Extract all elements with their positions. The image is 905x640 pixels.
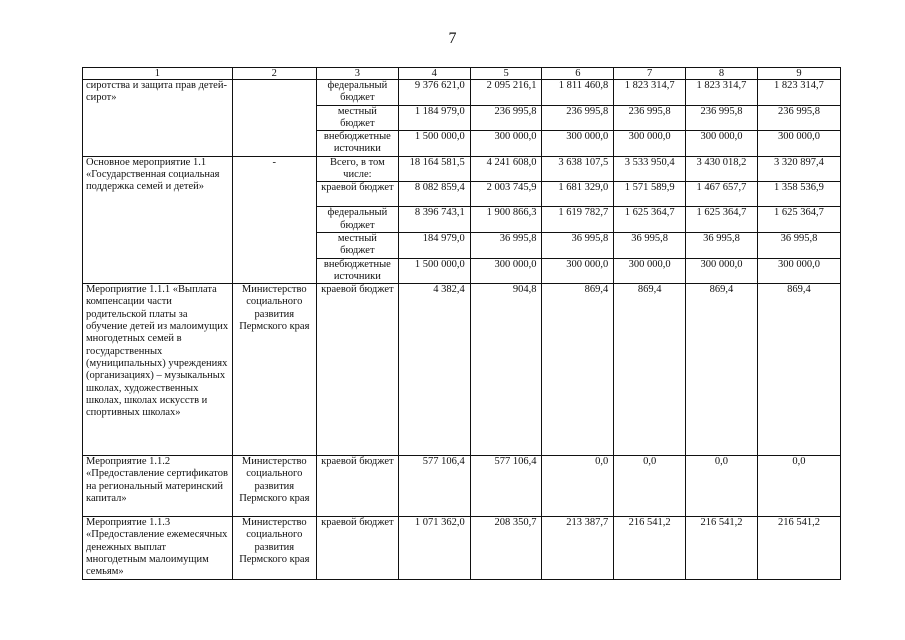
amount-cell: 9 376 621,0 xyxy=(398,80,470,106)
amount-cell: 577 106,4 xyxy=(398,456,470,517)
header-cell: 7 xyxy=(614,68,686,80)
funding-source-cell: краевой бюджет xyxy=(316,517,398,579)
table-row xyxy=(83,156,841,182)
amount-cell: 869,4 xyxy=(757,284,840,456)
header-cell: 5 xyxy=(470,68,542,80)
amount-cell: 4 241 608,0 xyxy=(470,156,542,182)
amount-cell: 869,4 xyxy=(542,284,614,456)
executor-cell: Министерство социального развития Пермского края xyxy=(232,517,316,579)
amount-cell: 3 638 107,5 xyxy=(542,156,614,182)
amount-cell: 1 500 000,0 xyxy=(398,258,470,284)
amount-cell: 869,4 xyxy=(686,284,758,456)
amount-cell: 1 619 782,7 xyxy=(542,207,614,233)
amount-cell: 0,0 xyxy=(757,456,840,517)
amount-cell: 236 995,8 xyxy=(614,105,686,131)
funding-source-cell: федеральный бюджет xyxy=(316,207,398,233)
page-number: 7 xyxy=(448,30,457,47)
amount-cell: 1 823 314,7 xyxy=(686,80,758,106)
amount-cell: 3 430 018,2 xyxy=(686,156,758,182)
executor-cell: Министерство социального развития Пермского края xyxy=(232,284,316,456)
amount-cell: 300 000,0 xyxy=(542,131,614,157)
amount-cell: 236 995,8 xyxy=(542,105,614,131)
activity-name-cell: Мероприятие 1.1.3 «Предоставление ежемесячных денежных выплат многодетным малоимущим семьям» xyxy=(83,517,233,579)
amount-cell: 0,0 xyxy=(686,456,758,517)
funding-source-cell: краевой бюджет xyxy=(316,456,398,517)
activity-name-cell: Основное мероприятие 1.1 «Государственная социальная поддержка семей и детей» xyxy=(83,156,233,283)
table-row xyxy=(83,517,841,579)
amount-cell: 904,8 xyxy=(470,284,542,456)
amount-cell: 1 900 866,3 xyxy=(470,207,542,233)
amount-cell: 300 000,0 xyxy=(470,258,542,284)
amount-cell: 1 625 364,7 xyxy=(614,207,686,233)
amount-cell: 1 823 314,7 xyxy=(757,80,840,106)
amount-cell: 300 000,0 xyxy=(614,131,686,157)
amount-cell: 36 995,8 xyxy=(470,232,542,258)
amount-cell: 0,0 xyxy=(614,456,686,517)
amount-cell: 216 541,2 xyxy=(757,517,840,579)
amount-cell: 3 533 950,4 xyxy=(614,156,686,182)
amount-cell: 1 358 536,9 xyxy=(757,182,840,207)
amount-cell: 300 000,0 xyxy=(542,258,614,284)
table-row xyxy=(83,284,841,456)
amount-cell: 3 320 897,4 xyxy=(757,156,840,182)
amount-cell: 36 995,8 xyxy=(614,232,686,258)
amount-cell: 1 071 362,0 xyxy=(398,517,470,579)
amount-cell: 1 625 364,7 xyxy=(686,207,758,233)
amount-cell: 1 811 460,8 xyxy=(542,80,614,106)
table-row xyxy=(83,456,841,517)
funding-source-cell: местный бюджет xyxy=(316,105,398,131)
amount-cell: 1 571 589,9 xyxy=(614,182,686,207)
header-cell: 3 xyxy=(316,68,398,80)
amount-cell: 236 995,8 xyxy=(470,105,542,131)
amount-cell: 18 164 581,5 xyxy=(398,156,470,182)
header-cell: 4 xyxy=(398,68,470,80)
amount-cell: 236 995,8 xyxy=(686,105,758,131)
amount-cell: 300 000,0 xyxy=(614,258,686,284)
funding-source-cell: краевой бюджет xyxy=(316,182,398,207)
amount-cell: 216 541,2 xyxy=(686,517,758,579)
page-bottom-margin xyxy=(0,582,905,640)
header-row xyxy=(83,68,841,80)
amount-cell: 300 000,0 xyxy=(757,131,840,157)
amount-cell: 1 184 979,0 xyxy=(398,105,470,131)
amount-cell: 300 000,0 xyxy=(470,131,542,157)
amount-cell: 0,0 xyxy=(542,456,614,517)
amount-cell: 1 625 364,7 xyxy=(757,207,840,233)
funding-source-cell: внебюджетные источники xyxy=(316,258,398,284)
funding-source-cell: местный бюджет xyxy=(316,232,398,258)
activity-name-cell: сиротства и защита прав детей-сирот» xyxy=(83,80,233,157)
executor-cell: - xyxy=(232,156,316,283)
amount-cell: 1 681 329,0 xyxy=(542,182,614,207)
amount-cell: 213 387,7 xyxy=(542,517,614,579)
budget-table xyxy=(82,67,841,580)
amount-cell: 300 000,0 xyxy=(686,131,758,157)
amount-cell: 8 082 859,4 xyxy=(398,182,470,207)
table-row xyxy=(83,80,841,106)
header-cell: 9 xyxy=(757,68,840,80)
amount-cell: 4 382,4 xyxy=(398,284,470,456)
header-cell: 8 xyxy=(686,68,758,80)
funding-source-cell: Всего, в том числе: xyxy=(316,156,398,182)
executor-cell xyxy=(232,80,316,157)
amount-cell: 1 500 000,0 xyxy=(398,131,470,157)
amount-cell: 216 541,2 xyxy=(614,517,686,579)
header-cell: 6 xyxy=(542,68,614,80)
amount-cell: 577 106,4 xyxy=(470,456,542,517)
funding-source-cell: внебюджетные источники xyxy=(316,131,398,157)
amount-cell: 869,4 xyxy=(614,284,686,456)
funding-source-cell: краевой бюджет xyxy=(316,284,398,456)
amount-cell: 184 979,0 xyxy=(398,232,470,258)
amount-cell: 300 000,0 xyxy=(686,258,758,284)
amount-cell: 2 003 745,9 xyxy=(470,182,542,207)
amount-cell: 208 350,7 xyxy=(470,517,542,579)
executor-cell: Министерство социального развития Пермского края xyxy=(232,456,316,517)
funding-source-cell: федеральный бюджет xyxy=(316,80,398,106)
amount-cell: 1 823 314,7 xyxy=(614,80,686,106)
amount-cell: 8 396 743,1 xyxy=(398,207,470,233)
amount-cell: 300 000,0 xyxy=(757,258,840,284)
amount-cell: 36 995,8 xyxy=(757,232,840,258)
activity-name-cell: Мероприятие 1.1.1 «Выплата компенсации части родительской платы за обучение детей из малоимущих многодетных семей в государственных (муниципальных) учреждениях (организациях) – музыкальных школах, художественных школах, школах искусств и спортивных школах» xyxy=(83,284,233,456)
header-cell: 2 xyxy=(232,68,316,80)
amount-cell: 236 995,8 xyxy=(757,105,840,131)
amount-cell: 1 467 657,7 xyxy=(686,182,758,207)
activity-name-cell: Мероприятие 1.1.2 «Предоставление сертификатов на региональный материнский капитал» xyxy=(83,456,233,517)
amount-cell: 2 095 216,1 xyxy=(470,80,542,106)
header-cell: 1 xyxy=(83,68,233,80)
amount-cell: 36 995,8 xyxy=(542,232,614,258)
amount-cell: 36 995,8 xyxy=(686,232,758,258)
